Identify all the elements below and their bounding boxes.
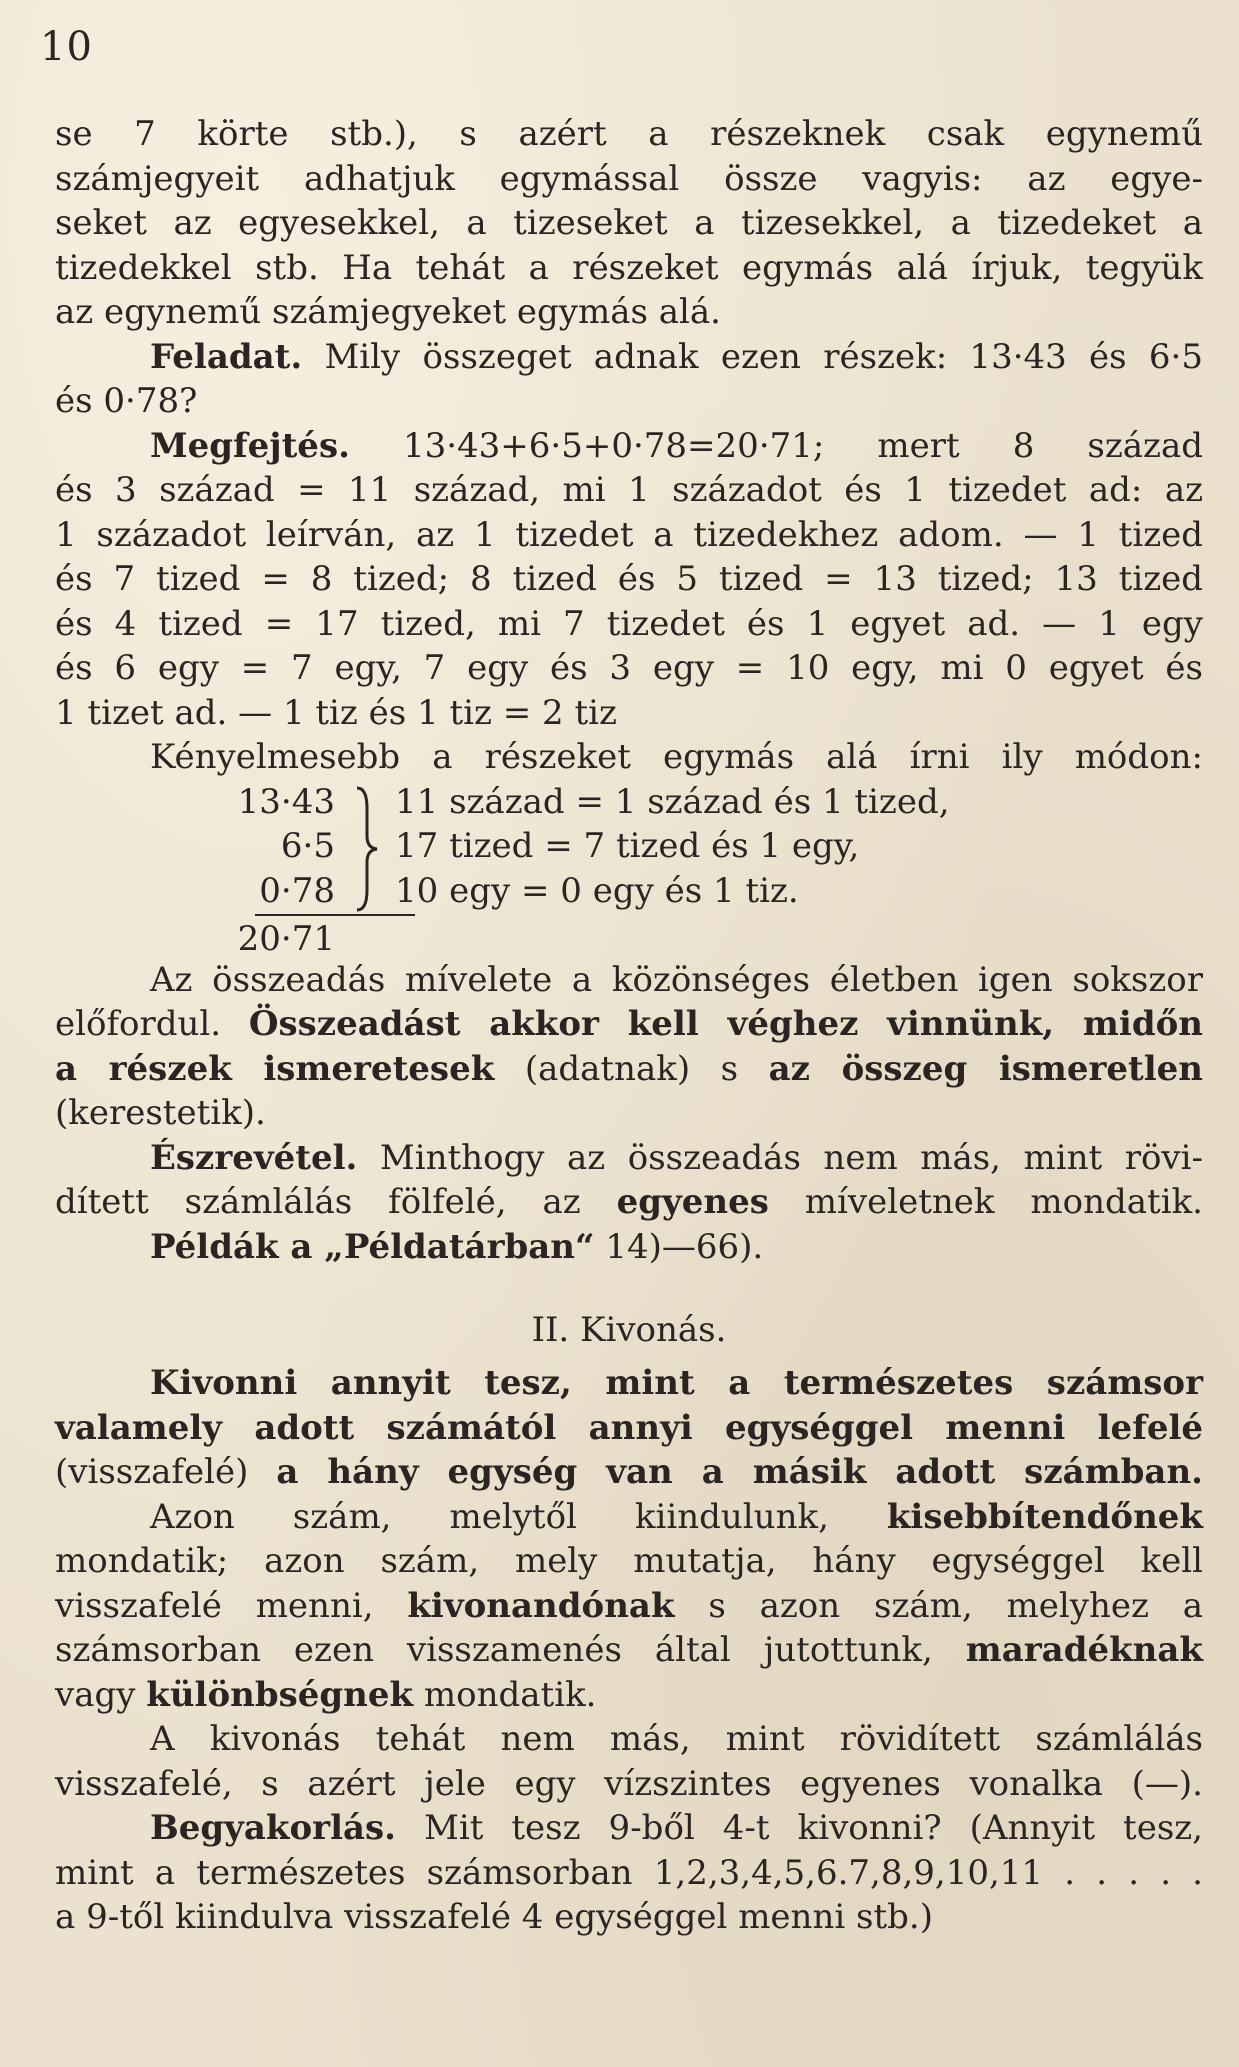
text-line <box>55 602 1203 647</box>
text-line <box>55 379 1203 424</box>
begyakorlas-line <box>55 1806 1203 1851</box>
page-number: 10 <box>40 24 93 70</box>
page-body <box>55 112 1203 1940</box>
text-line <box>55 646 1203 691</box>
text-line-content: és 6 egy = 7 egy, 7 egy és 3 egy = 10 egy, mi 0 egyet és <box>55 648 1203 688</box>
text-line-content: vagy <box>55 1674 147 1715</box>
addend: 6·5 <box>280 826 335 866</box>
text-line <box>55 513 1203 558</box>
text-line <box>55 1047 1203 1092</box>
text-line-content: dített számlálás fölfelé, az <box>55 1182 617 1222</box>
text-line-content: a 9-től kiindulva visszafelé 4 egységgel menni stb.) <box>55 1897 933 1937</box>
text-line-content: Az összeadás mívelete a közönséges életben igen sokszor <box>150 959 1203 1000</box>
addend: 13·43 <box>237 781 335 822</box>
text-line-content: Minthogy az összeadás nem más, mint rövi- <box>357 1137 1203 1178</box>
text-line-content: és 7 tized = 8 tized; 8 tized és 5 tized = 13 tized; 13 tized <box>55 559 1203 599</box>
text-line <box>55 691 1203 736</box>
bold-text: maradéknak <box>965 1630 1203 1670</box>
section-heading: II. Kivonás. <box>531 1310 727 1350</box>
text-line-content: előfordul. <box>55 1004 249 1044</box>
text-line-content: és 4 tized = 17 tized, mi 7 tizedet és 1 egyet ad. — 1 egy <box>55 603 1203 644</box>
text-line <box>55 958 1203 1003</box>
text-line-content: 14)—66). <box>594 1226 764 1267</box>
text-line-content: s azon szám, melyhez a <box>674 1585 1203 1626</box>
bold-text: a hány egység van a másik adott számban. <box>276 1452 1204 1492</box>
text-line-content: az egynemű számjegyeket egymás alá. <box>55 292 721 332</box>
eszrevetel-line <box>55 1136 1203 1181</box>
text-line <box>55 201 1203 246</box>
bold-text: az összeg ismeretlen <box>768 1048 1204 1089</box>
text-line <box>55 246 1203 291</box>
text-line-content: számjegyeit adhatjuk egymással össze vagyis: az egye- <box>55 158 1203 199</box>
text-line <box>55 1180 1203 1225</box>
text-line <box>55 1762 1203 1807</box>
megfejtes-text: 13·43+6·5+0·78=20·71; mert 8 század <box>349 425 1203 466</box>
text-line-content: Azon szám, melytől kiindulunk, <box>150 1496 887 1537</box>
text-line <box>55 1361 1203 1406</box>
text-line-content: és 3 század = 11 század, mi 1 századot és 1 tizedet ad: az <box>55 470 1203 510</box>
text-line <box>55 1851 1203 1896</box>
text-line-content: mondatik. <box>413 1674 597 1715</box>
text-line <box>55 468 1203 513</box>
text-line <box>55 112 1203 157</box>
text-line-content: visszafelé, s azért jele egy vízszintes egyenes vonalka (—). <box>55 1763 1203 1804</box>
text-line-content: se 7 körte stb.), s azért a részeknek csak egynemű <box>55 114 1203 154</box>
text-line <box>55 1895 1203 1940</box>
text-line-content: míveletnek mondatik. <box>768 1182 1203 1222</box>
text-line <box>55 735 1203 780</box>
text-line <box>55 1628 1203 1673</box>
feladat-text: Mily összeget adnak ezen részek: 13·43 és 6·5 <box>302 336 1203 377</box>
addend: 0·78 <box>259 870 335 911</box>
peldak-line <box>55 1225 1203 1270</box>
text-line-content: visszafelé menni, <box>55 1585 408 1626</box>
bold-text: kivonandónak <box>407 1585 675 1626</box>
text-line-content: (visszafelé) <box>55 1452 277 1492</box>
right-brace-icon <box>353 784 381 914</box>
bold-text: Kivonni annyit tesz, mint a természetes számsor <box>150 1363 1203 1403</box>
bold-text: különbségnek <box>146 1674 414 1715</box>
text-line-content: mint a természetes számsorban 1,2,3,4,5,6.7,8,9,10,11 . . . . . <box>55 1852 1203 1893</box>
text-line-content: (adatnak) s <box>494 1048 769 1089</box>
bold-text: valamely adott számától annyi egységgel menni lefelé <box>55 1407 1203 1448</box>
spacer <box>55 1269 1203 1299</box>
text-line <box>55 1091 1203 1136</box>
addition-calculation <box>55 780 1203 958</box>
text-line-content: és 0·78? <box>55 381 198 421</box>
bold-text: Példák a „Példatárban“ <box>150 1226 595 1267</box>
text-line-content: 1 századot leírván, az 1 tizedet a tizedekhez adom. — 1 tized <box>55 514 1203 555</box>
text-line-content: (kerestetik). <box>55 1093 266 1133</box>
bold-text: Összeadást akkor kell véghez vinnünk, midőn <box>248 1004 1203 1044</box>
sum-value: 20·71 <box>237 918 335 959</box>
text-line <box>55 1450 1203 1495</box>
bold-text: kisebbítendőnek <box>886 1496 1203 1537</box>
text-line-content: seket az egyesekkel, a tizeseket a tizesekkel, a tizedeket a <box>55 203 1203 243</box>
bold-text: a részek ismeretesek <box>55 1048 495 1089</box>
feladat-line <box>55 335 1203 380</box>
text-line-content: tizedekkel stb. Ha tehát a részeket egymás alá írjuk, tegyük <box>55 247 1203 288</box>
megfejtes-label: Megfejtés. <box>150 425 350 466</box>
text-line-content: A kivonás tehát nem más, mint rövidített számlálás <box>150 1719 1203 1759</box>
text-line <box>55 1584 1203 1629</box>
text-line <box>55 1406 1203 1451</box>
text-line-content: 1 tizet ad. — 1 tiz és 1 tiz = 2 tiz <box>55 692 617 733</box>
explanation-line: 17 tized = 7 tized és 1 egy, <box>395 826 860 866</box>
text-line <box>55 1002 1203 1047</box>
explanation-line: 11 század = 1 század és 1 tized, <box>395 781 950 822</box>
text-line <box>55 157 1203 202</box>
sum-rule <box>255 914 415 916</box>
eszrevetel-label: Észrevétel. <box>150 1137 358 1178</box>
text-line <box>55 1673 1203 1718</box>
text-line <box>55 1495 1203 1540</box>
text-line <box>55 1717 1203 1762</box>
bold-text: egyenes <box>616 1182 769 1222</box>
text-line <box>55 557 1203 602</box>
text-line-content: Mit tesz 9-ből 4-t kivonni? (Annyit tesz, <box>396 1808 1203 1848</box>
megfejtes-line <box>55 424 1203 469</box>
feladat-label: Feladat. <box>150 336 303 377</box>
explanation-line: 10 egy = 0 egy és 1 tiz. <box>395 870 799 911</box>
text-line <box>55 1539 1203 1584</box>
text-line <box>55 290 1203 335</box>
begyakorlas-label: Begyakorlás. <box>150 1808 397 1848</box>
text-line-content: Kényelmesebb a részeket egymás alá írni ily módon: <box>150 737 1203 777</box>
text-line-content: mondatik; azon szám, mely mutatja, hány egységgel kell <box>55 1541 1203 1581</box>
text-line-content: számsorban ezen visszamenés által jutottunk, <box>55 1630 966 1670</box>
